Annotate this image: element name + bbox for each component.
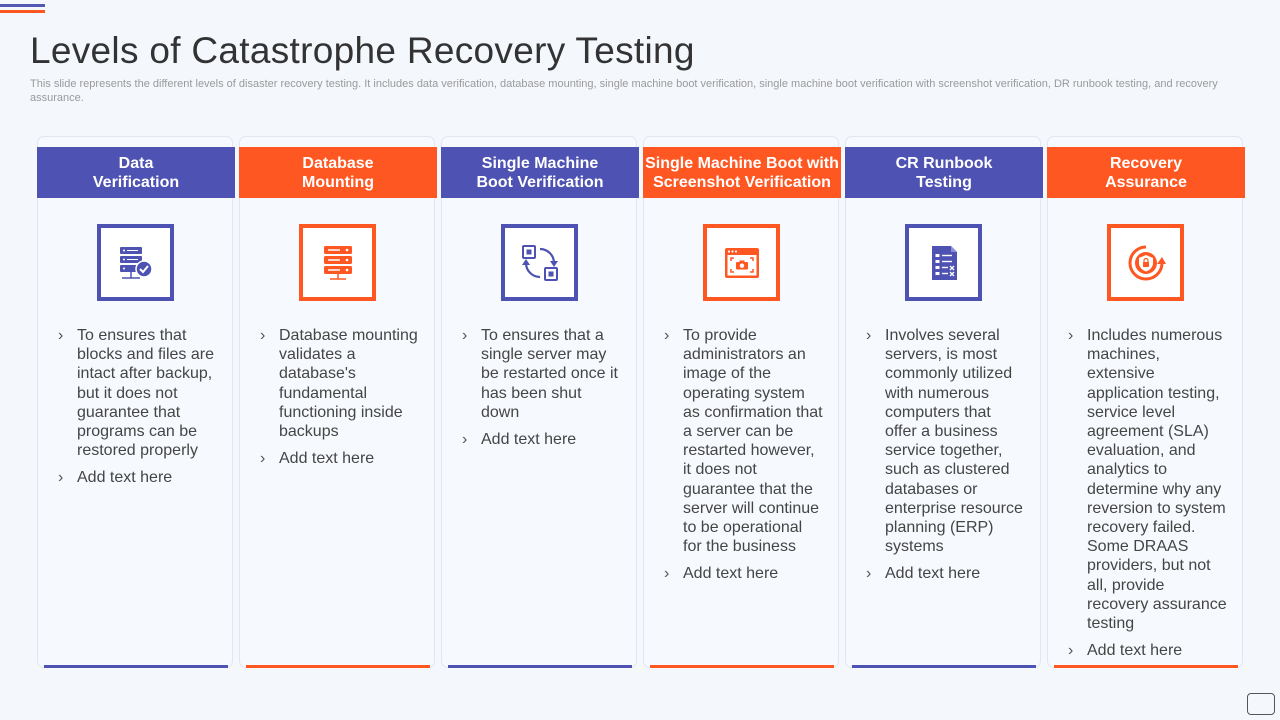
card-title: Single Machine Boot with Screenshot Verification [645, 154, 839, 191]
top-accent-stripes [0, 4, 45, 13]
chevron-right-icon: › [260, 450, 266, 468]
card-database-mounting [239, 136, 435, 668]
chevron-right-icon: › [58, 469, 64, 487]
card-cr-runbook-testing [845, 136, 1041, 668]
chevron-right-icon: › [664, 565, 670, 583]
card-title: Data Verification [92, 154, 180, 191]
bullet-list [462, 326, 622, 457]
card-boot-screenshot [643, 136, 839, 668]
list-item: › Add text here [58, 469, 173, 487]
card-single-machine-boot [441, 136, 637, 668]
list-item: › Includes numerous machines, extensive application testing, service level agreement (SLA) evaluation, and analytics to determine why any reversion to system recovery failed. Some DRAAS providers, but not all, provide recovery assurance testing [1068, 327, 1227, 633]
screenshot-window-icon [703, 224, 780, 301]
chevron-right-icon: › [1068, 327, 1074, 344]
chevron-right-icon: › [462, 327, 468, 344]
bullet-list [58, 326, 218, 496]
card-header [845, 147, 1043, 198]
card-title: CR Runbook Testing [895, 154, 993, 191]
chevron-right-icon: › [1068, 642, 1074, 660]
card-bottom-accent [650, 665, 834, 668]
list-item: › To ensures that a single server may be restarted once it has been shut down [462, 327, 618, 421]
cards-row [37, 136, 1244, 668]
list-item: › To provide administrators an image of the operating system as confirmation that a server can be restarted however, it does not guarantee that the server will continue to be operational for the business [664, 327, 823, 556]
list-item: › Add text here [260, 450, 375, 468]
bullet-list [260, 326, 420, 476]
server-check-icon [97, 224, 174, 301]
list-item: › Add text here [664, 565, 779, 583]
card-title: Single Machine Boot Verification [476, 154, 604, 191]
list-item: › Add text here [866, 565, 981, 583]
card-title: Database Mounting [302, 154, 374, 191]
chevron-right-icon: › [58, 327, 64, 344]
list-item: › Add text here [1068, 642, 1183, 660]
bullet-list [1068, 326, 1228, 668]
card-bottom-accent [44, 665, 228, 668]
card-header [239, 147, 437, 198]
chip-sync-icon [501, 224, 578, 301]
card-bottom-accent [246, 665, 430, 668]
card-header [643, 147, 841, 198]
page-title: Levels of Catastrophe Recovery Testing [30, 30, 695, 71]
card-header [37, 147, 235, 198]
page-subtitle: This slide represents the different levels of disaster recovery testing. It includes data verification, database mounting, single machine boot verification, single machine boot verification with screenshot verification, DR runbook testing, and recovery assurance. [30, 78, 1218, 104]
list-item: › Database mounting validates a database's fundamental functioning inside backups [260, 327, 418, 441]
bullet-list [664, 326, 824, 592]
card-bottom-accent [448, 665, 632, 668]
card-header [441, 147, 639, 198]
card-title: Recovery Assurance [1105, 154, 1187, 191]
card-data-verification [37, 136, 233, 668]
list-item: › Involves several servers, is most commonly utilized with numerous computers that offer a business service together, such as clustered databases or enterprise resource planning (ERP) systems [866, 327, 1023, 556]
card-bottom-accent [1054, 665, 1238, 668]
database-server-icon [299, 224, 376, 301]
list-item: › To ensures that blocks and files are intact after backup, but it does not guarantee that programs can be restored properly [58, 327, 214, 460]
slide-navigation-box[interactable] [1247, 693, 1275, 715]
chevron-right-icon: › [866, 327, 872, 344]
card-bottom-accent [852, 665, 1036, 668]
chevron-right-icon: › [462, 431, 468, 449]
bullet-list [866, 326, 1026, 592]
list-item: › Add text here [462, 431, 577, 449]
chevron-right-icon: › [260, 327, 266, 344]
chevron-right-icon: › [866, 565, 872, 583]
chevron-right-icon: › [664, 327, 670, 344]
card-header [1047, 147, 1245, 198]
card-recovery-assurance [1047, 136, 1243, 668]
checklist-icon [905, 224, 982, 301]
secure-recovery-icon [1107, 224, 1184, 301]
